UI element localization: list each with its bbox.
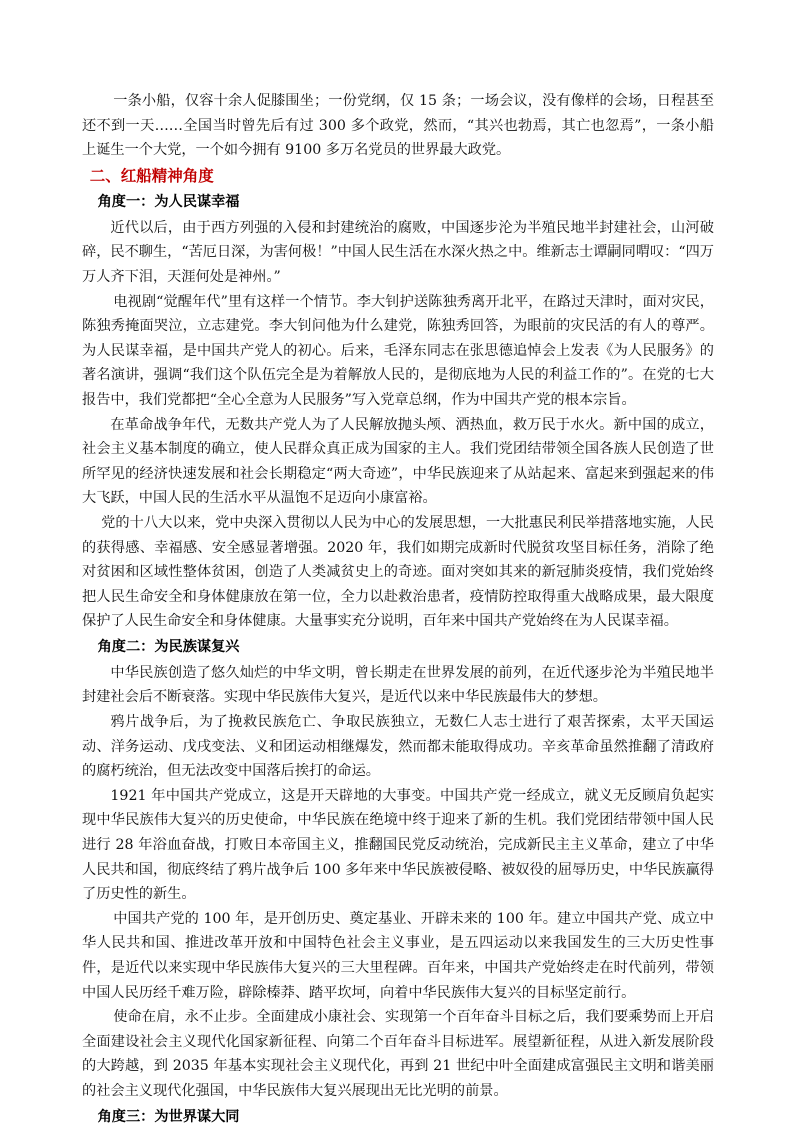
sub-heading-angle-two: 角度二：为民族谋复兴 xyxy=(97,638,240,655)
document-body xyxy=(82,89,714,1131)
paragraph-eighteenth-congress: 党的十八大以来，党中央深入贯彻以人民为中心的发展思想，一大批惠民利民举措落地实施，人民的获得感、幸福感、安全感显著增强。2020 年，我们如期完成新时代脱贫攻坚目标任务，消除了绝对贫困和区域性整体贫困，创造了人类减贫史上的奇迹。面对突如其来的新冠肺炎疫情，我们党始终把人民生命安全和身体健康放在第一位，全力以赴救治患者，疫情防控取得重大战略成果，最大限度保护了人民生命安全和身体健康。大量事实充分说明，百年来中国共产党始终在为人民谋幸福。 xyxy=(82,514,714,630)
paragraph-opium-war: 鸦片战争后，为了挽救民族危亡、争取民族独立，无数仁人志士进行了艰苦探索，太平天国运动、洋务运动、戊戌变法、义和团运动相继爆发，然而都未能取得成功。辛亥革命虽然推翻了清政府的腐朽统治，但无法改变中国落后挨打的命运。 xyxy=(82,714,714,780)
paragraph-mission: 使命在肩，永不止步。全面建成小康社会、实现第一个百年奋斗目标之后，我们要乘势而上开启全面建设社会主义现代化国家新征程、向第二个百年奋斗目标进军。展望新征程，从进入新发展阶段的大跨越，到 2035 年基本实现社会主义现代化，再到 21 世纪中叶全面建成富强民主文明和谐美丽的社会主义现代化强国，中华民族伟大复兴展现出无比光明的前景。 xyxy=(82,1009,714,1099)
sub-heading-angle-three: 角度三：为世界谋大同 xyxy=(97,1108,240,1125)
paragraph-modern-history: 近代以后，由于西方列强的入侵和封建统治的腐败，中国逐步沦为半殖民地半封建社会，山河破碎，民不聊生，“苦厄日深，为害何极！”中国人民生活在水深火热之中。维新志士谭嗣同喟叹：“四万万人齐下泪，天涯何处是神州。” xyxy=(82,219,714,285)
sub-heading-angle-one: 角度一：为人民谋幸福 xyxy=(97,193,240,210)
paragraph-revolutionary-war: 在革命战争年代，无数共产党人为了人民解放抛头颅、洒热血，救万民于水火。新中国的成立，社会主义基本制度的确立，使人民群众真正成为国家的主人。我们党团结带领全国各族人民创造了世所罕见的经济快速发展和社会长期稳定“两大奇迹”，中华民族迎来了从站起来、富起来到强起来的伟大飞跃，中国人民的生活水平从温饱不足迈向小康富裕。 xyxy=(82,416,714,507)
paragraph-hundred-years: 中国共产党的 100 年，是开创历史、奠定基业、开辟未来的 100 年。建立中国共产党、成立中华人民共和国、推进改革开放和中国特色社会主义事业，是五四运动以来我国发生的三大历史性事件，是近代以来实现中华民族伟大复兴的三大里程碑。百年来，中国共产党始终走在时代前列，带领中国人民历经千难万险，辟除榛莽、踏平坎坷，向着中华民族伟大复兴的目标坚定前行。 xyxy=(82,910,714,1001)
paragraph-intro: 一条小船，仅容十余人促膝围坐；一份党纲，仅 15 条；一场会议，没有像样的会场，日程甚至还不到一天……全国当时曾先后有过 300 多个政党，然而，“其兴也勃焉，其亡也忽焉”，一条小船上诞生一个大党，一个如今拥有 9100 多万名党员的世界最大政党。 xyxy=(82,93,714,159)
paragraph-tv-drama: 电视剧“觉醒年代”里有这样一个情节。李大钊护送陈独秀离开北平，在路过天津时，面对灾民，陈独秀掩面哭泣，立志建党。李大钊问他为什么建党，陈独秀回答，为眼前的灾民活的有人的尊严。为人民谋幸福，是中国共产党人的初心。后来，毛泽东同志在张思德追悼会上发表《为人民服务》的著名演讲，强调“我们这个队伍完全是为着解放人民的，是彻底地为人民的利益工作的”。在党的七大报告中，我们党都把“全心全意为人民服务”写入党章总纲，作为中国共产党的根本宗旨。 xyxy=(82,293,714,408)
paragraph-party-founding: 1921 年中国共产党成立，这是开天辟地的大事变。中国共产党一经成立，就义无反顾肩负起实现中华民族伟大复兴的历史使命，中华民族在绝境中终于迎来了新的生机。我们党团结带领中国人民进行 28 年浴血奋战，打败日本帝国主义，推翻国民党反动统治，完成新民主主义革命，建立了中华人民共和国，彻底终结了鸦片战争后 100 多年来中华民族被侵略、被奴役的屈辱历史，中华民族赢得了历史性的新生。 xyxy=(82,787,714,903)
section-heading-red-boat-spirit: 二、红船精神角度 xyxy=(89,166,214,185)
paragraph-chinese-civilization: 中华民族创造了悠久灿烂的中华文明，曾长期走在世界发展的前列，在近代逐步沦为半殖民地半封建社会后不断衰落。实现中华民族伟大复兴，是近代以来中华民族最伟大的梦想。 xyxy=(82,664,714,706)
